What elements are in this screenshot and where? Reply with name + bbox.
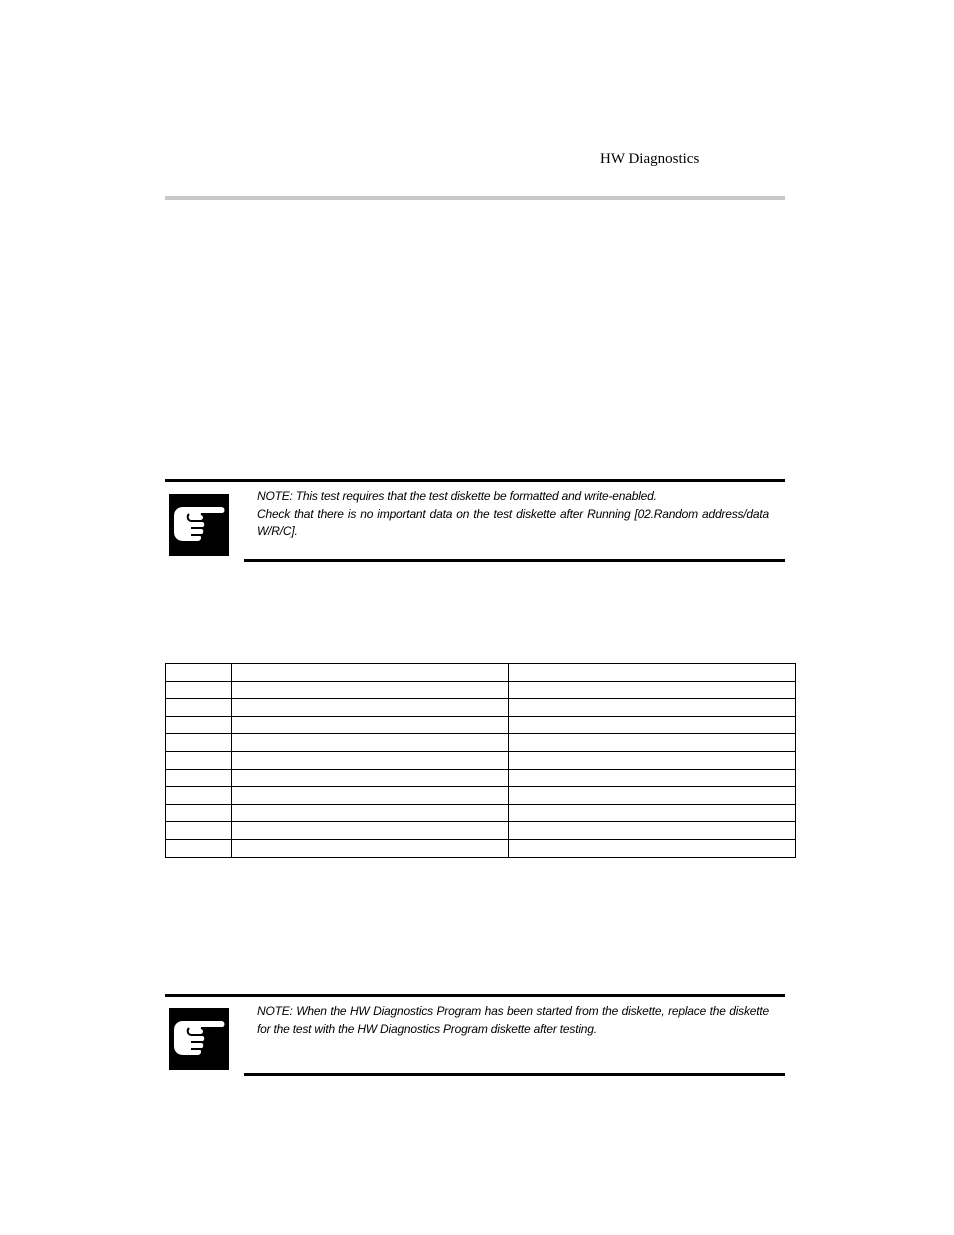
table-cell (509, 804, 796, 822)
note-bottom-rule (244, 559, 785, 562)
table-cell (166, 804, 232, 822)
table-cell (509, 734, 796, 752)
table-cell (166, 839, 232, 857)
header-divider (165, 196, 785, 200)
note-line: NOTE: When the HW Diagnostics Program has been started from the diskette, replace the diskette for the test with the HW Diagnostics Program diskette after testing. (257, 1004, 769, 1036)
pointing-hand-icon (169, 1008, 229, 1070)
table-cell (509, 716, 796, 734)
table-cell (166, 664, 232, 682)
pointing-hand-icon (169, 494, 229, 556)
table-row (166, 681, 796, 699)
table-cell (232, 804, 509, 822)
note-box-1 (165, 479, 785, 563)
page-header-title: HW Diagnostics (600, 151, 700, 167)
table-cell (166, 822, 232, 840)
blank-table (165, 663, 796, 858)
table-cell (166, 751, 232, 769)
table-cell (232, 822, 509, 840)
table-cell (232, 681, 509, 699)
table-cell (232, 839, 509, 857)
table-row (166, 734, 796, 752)
note-text (257, 488, 769, 541)
table-cell (509, 699, 796, 717)
note-top-rule (165, 994, 785, 997)
table-cell (509, 822, 796, 840)
table-cell (166, 769, 232, 787)
table-cell (509, 681, 796, 699)
note-bottom-rule (244, 1073, 785, 1076)
table-cell (509, 664, 796, 682)
table-cell (232, 769, 509, 787)
table-cell (166, 681, 232, 699)
table-row (166, 804, 796, 822)
table-row (166, 716, 796, 734)
table-row (166, 699, 796, 717)
table-cell (232, 716, 509, 734)
table-cell (509, 839, 796, 857)
table-cell (232, 751, 509, 769)
table-cell (166, 734, 232, 752)
table-row (166, 839, 796, 857)
table-row (166, 751, 796, 769)
table-row (166, 769, 796, 787)
table-row (166, 822, 796, 840)
table-cell (232, 699, 509, 717)
note-box-2 (165, 994, 785, 1078)
table-cell (166, 699, 232, 717)
table-cell (509, 751, 796, 769)
note-text (257, 1003, 769, 1038)
table-row (166, 664, 796, 682)
table-cell (509, 787, 796, 805)
table-cell (232, 787, 509, 805)
note-line: NOTE: This test requires that the test diskette be formatted and write-enabled. (257, 489, 657, 503)
table-cell (166, 787, 232, 805)
table-cell (232, 734, 509, 752)
table-cell (232, 664, 509, 682)
note-top-rule (165, 479, 785, 482)
table-cell (166, 716, 232, 734)
table-cell (509, 769, 796, 787)
note-line: Check that there is no important data on the test diskette after Running [02.Random address/data W/R/C]. (257, 506, 769, 538)
table-row (166, 787, 796, 805)
